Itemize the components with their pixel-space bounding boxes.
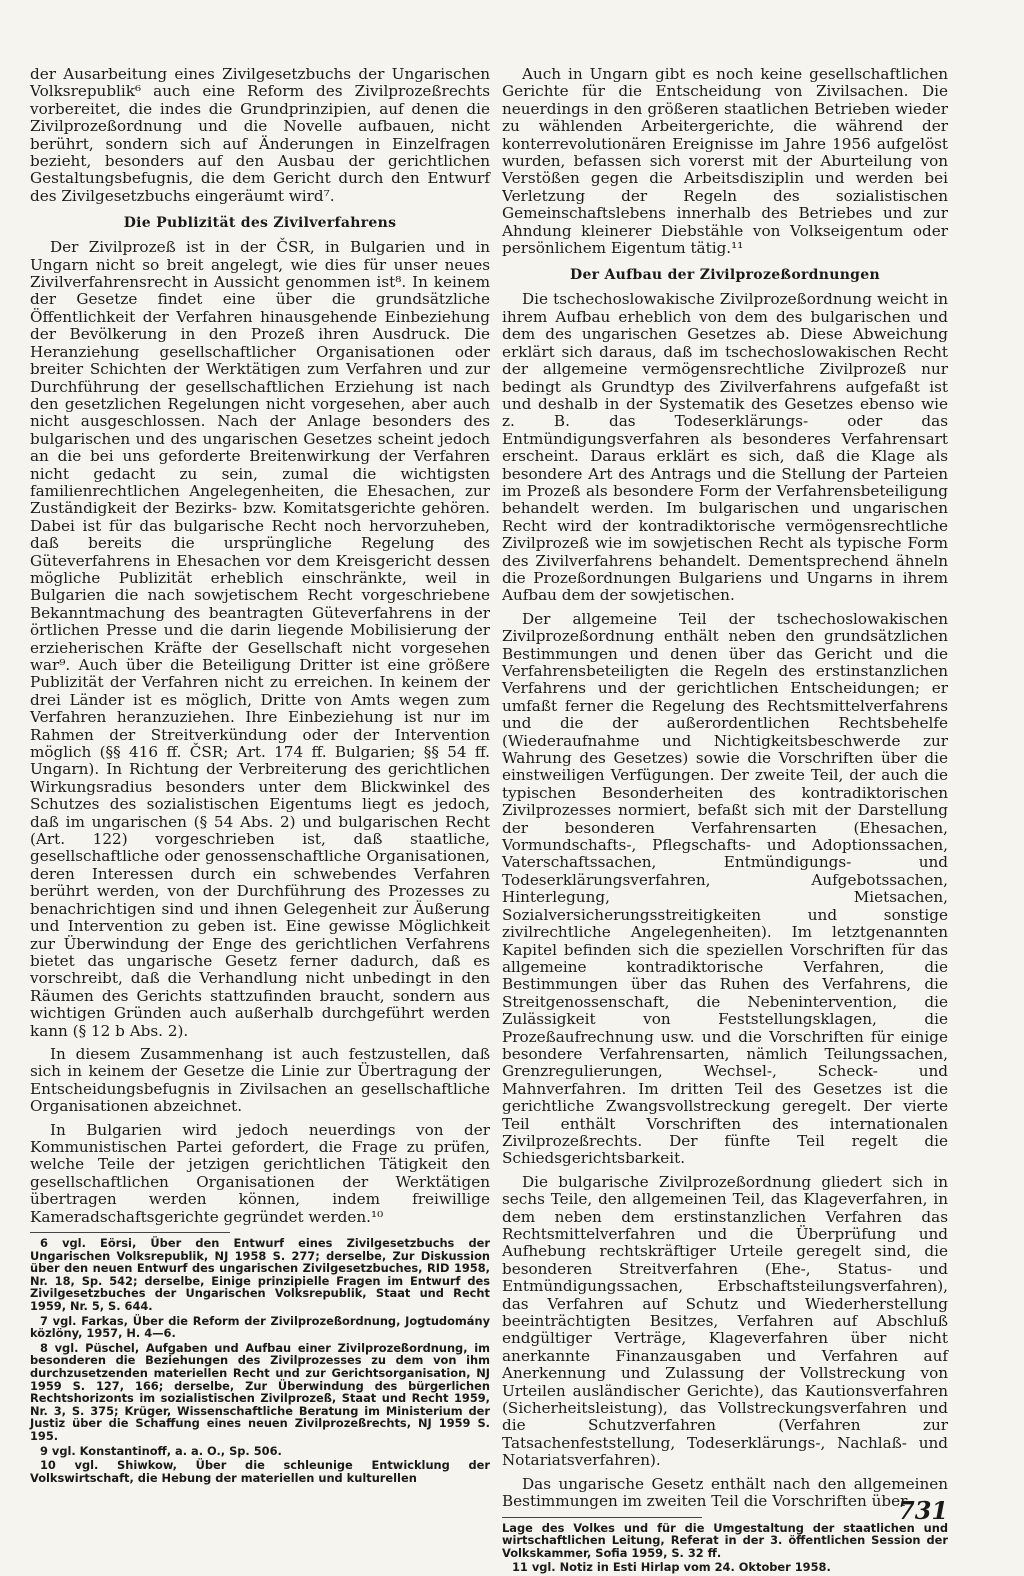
right-column [502,66,948,1576]
footnote: 7 vgl. Farkas, Über die Reform der Zivilprozeßordnung, Jogtudomány közlöny, 1957, H. 4—6. [30,1313,490,1341]
footnote: 8 vgl. Püschel, Aufgaben und Aufbau einer Zivilprozeßordnung, im besonderen die Beziehungen des Zivilprozesses zu dem von ihm durchzusetzenden materiellen Recht und zur Gerichtsorganisation, NJ 1959 S. 127, 166; derselbe, Zur Überwindung des bürgerlichen Rechtshorizonts im sozialistischen Zivilprozeß, Staat und Recht 1959, Nr. 3, S. 375; Krüger, Wissenschaftliche Beratung im Ministerium der Justiz über die Schaffung eines neuen Zivilprozeßrechts, NJ 1959 S. 195. [30,1340,490,1443]
footnote: Lage des Volkes und für die Umgestaltung der staatlichen und wirtschaftlichen Leitung, Referat in der 3. öffentlichen Session der Volkskammer, Sofia 1959, S. 32 ff. [502,1520,948,1560]
paragraph: In diesem Zusammenhang ist auch festzustellen, daß sich in keinem der Gesetze die Linie zur Übertragung der Entscheidungsbefugnis in Zivilsachen an gesellschaftliche Organisationen abzeichnet. [30,1044,490,1116]
footnote: 11 vgl. Notiz in Esti Hirlap vom 24. Oktober 1958. [512,1560,831,1575]
paragraph: Der allgemeine Teil der tschechoslowakischen Zivilprozeßordnung enthält neben den grundsätzlichen Bestimmungen und denen über das Gericht und die Verfahrensbeteiligten die Regeln des erstinstanzlichen Verfahrens und der gerichtlichen Entscheidungen; er umfaßt ferner die Regelung des Rechtsmittelverfahrens und die der außerordentlichen Rechtsbehelfe (Wiederaufnahme und Nichtigkeitsbeschwerde zur Wahrung des Gesetzes) sowie die Vorschriften über die einstweiligen Verfügungen. Der zweite Teil, der auch die typischen Besonderheiten des kontradiktorischen Zivilprozesses normiert, befaßt sich mit der Darstellung der besonderen Verfahrensarten (Ehesachen, Vormundschafts-, Pflegschafts- und Adoptionssachen, Vaterschaftssachen, Entmündigungs- und Todeserklärungsverfahren, Aufgebotssachen, Hinterlegung, Mietsachen, Sozialversicherungsstreitigkeiten und sonstige zivilrechtliche Angelegenheiten). Im letztgenannten Kapitel befinden sich die speziellen Vorschriften für das allgemeine kontradiktorische Verfahren, die Bestimmungen über das Ruhen des Verfahrens, die Streitgenossenschaft, die Nebenintervention, die Zulässigkeit von Feststellungsklagen, die Prozeßaufrechnung usw. und die Vorschriften für einige besondere Verfahrensarten, nämlich Teilungssachen, Grenzregulierungen, Wechsel-, Scheck- und Mahnverfahren. Im dritten Teil des Gesetzes ist die gerichtliche Zwangsvollstreckung geregelt. Der vierte Teil enthält Vorschriften des internationalen Zivilprozeßrechts. Der fünfte Teil regelt die Schiedsgerichtsbarkeit. [502,609,948,1168]
left-column [30,66,490,1486]
footnote-divider [502,1517,702,1518]
page-number: 731 [898,1496,949,1525]
footnote: 9 vgl. Konstantinoff, a. a. O., Sp. 506. [40,1443,282,1458]
section-heading: Der Aufbau der Zivilprozeßordnungen [570,267,880,284]
paragraph: Das ungarische Gesetz enthält nach den allgemeinen Bestimmungen im zweiten Teil die Vorschriften über [502,1474,948,1511]
paragraph: Auch in Ungarn gibt es noch keine gesellschaftlichen Gerichte für die Entscheidung von Zivilsachen. Die neuerdings in den größeren staatlichen Betrieben wieder zu wählenden Arbeitergerichte, die während der konterrevolutionären Ereignisse im Jahre 1956 aufgelöst wurden, befassen sich vorerst mit der Aburteilung von Verstößen gegen die Arbeitsdisziplin und werden bei Verletzung der Regeln des sozialistischen Gemeinschaftslebens innerhalb des Betriebes und zur Ahndung kleinerer Diebstähle von Volkseigentum oder persönlichem Eigentum tätig.¹¹ [502,65,948,258]
paragraph: der Ausarbeitung eines Zivilgesetzbuchs der Ungarischen Volksrepublik⁶ auch eine Reform des Zivilprozeßrechts vorbereitet, die indes die Grundprinzipien, auf denen die Zivilprozeßordnung und die Novelle aufbauen, nicht berührt, sondern sich auf Änderungen in Einzelfragen bezieht, besonders auf den Ausbau der gerichtlichen Gestaltungsbefugnis, die dem Gericht durch den Entwurf des Zivilgesetzbuchs eingeräumt wird⁷. [30,65,490,205]
paragraph: Der Zivilprozeß ist in der ČSR, in Bulgarien und in Ungarn nicht so breit angelegt, wie dies für unser neues Zivilverfahrensrecht in Aussicht genommen ist⁸. In keinem der Gesetze findet eine über die grundsätzliche Öffentlichkeit der Verfahren hinausgehende Einbeziehung der Bevölkerung in den Prozeß ihren Ausdruck. Die Heranziehung gesellschaftlicher Organisationen oder breiter Schichten der Werktätigen zum Verfahren und zur Durchführung der gesellschaftlichen Erziehung ist nach den gesetzlichen Regelungen nicht vorgesehen, aber auch nicht ausgeschlossen. Nach der Anlage besonders des bulgarischen und des ungarischen Gesetzes scheint jedoch an die bei uns geforderte Breitenwirkung der Verfahren nicht gedacht zu sein, zumal die wichtigsten familienrechtlichen Angelegenheiten, die Ehesachen, zur Zuständigkeit der Bezirks- bzw. Komitatsgerichte gehören. Dabei ist für das bulgarische Recht noch hervorzuheben, daß bereits die ursprüngliche Regelung des Güteverfahrens in Ehesachen vor dem Kreisgericht dessen mögliche Publizität erheblich einschränkte, weil in Bulgarien die nach sowjetischem Recht vorgeschriebene Bekanntmachung des beantragten Güteverfahrens in der örtlichen Presse und die darin liegende Mobilisierung der erzieherischen Kräfte der Gesellschaft nicht vorgesehen war⁹. Auch über die Beteiligung Dritter ist eine größere Publizität der Verfahren nicht zu erreichen. In keinem der drei Länder ist es möglich, Dritte von Amts wegen zum Verfahren heranzuziehen. Ihre Einbeziehung ist nur im Rahmen der Streitverkündung oder der Intervention möglich (§§ 416 ff. ČSR; Art. 174 ff. Bulgarien; §§ 54 ff. Ungarn). In Richtung der Verbreiterung des gerichtlichen Wirkungsradius besonders unter dem Blickwinkel des Schutzes des sozialistischen Eigentums liegt es jedoch, daß im ungarischen (§ 54 Abs. 2) und bulgarischen Recht (Art. 122) vorgeschrieben ist, daß staatliche, gesellschaftliche oder genossenschaftliche Organisationen, deren Interessen durch ein schwebendes Verfahren berührt werden, von der Durchführung des Prozesses zu benachrichtigen sind und ihnen Gelegenheit zur Äußerung und Intervention zu geben ist. Eine gewisse Möglichkeit zur Überwindung der Enge des gerichtlichen Verfahrens bietet das ungarische Gesetz ferner dadurch, daß es vorschreibt, daß die Verhandlung nicht unbedingt in den Räumen des Gerichts stattzufinden braucht, sondern aus wichtigen Gründen auch außerhalb durchgeführt werden kann (§ 12 b Abs. 2). [30,238,490,1040]
paragraph: In Bulgarien wird jedoch neuerdings von der Kommunistischen Partei gefordert, die Frage zu prüfen, welche Teile der jetzigen gerichtlichen Tätigkeit den gesellschaftlichen Organisationen der Werktätigen übertragen werden können, indem freiwillige Kameradschaftsgerichte gegründet werden.¹⁰ [30,1120,490,1226]
footnote: 10 vgl. Shiwkow, Über die schleunige Entwicklung der Volkswirtschaft, die Hebung der materiellen und kulturellen [30,1458,490,1485]
footnote: 6 vgl. Eörsi, Über den Entwurf eines Zivilgesetzbuchs der Ungarischen Volksrepublik, NJ 1958 S. 277; derselbe, Zur Diskussion über den neuen Entwurf des ungarischen Zivilgesetzbuches, RID 1958, Nr. 18, Sp. 542; derselbe, Einige prinzipielle Fragen im Entwurf des Zivilgesetzbuches der Ungarischen Volksrepublik, Staat und Recht 1959, Nr. 5, S. 644. [30,1236,490,1313]
paragraph: Die tschechoslowakische Zivilprozeßordnung weicht in ihrem Aufbau erheblich von dem des bulgarischen und dem des ungarischen Gesetzes ab. Diese Abweichung erklärt sich daraus, daß im tschechoslowakischen Recht der allgemeine vermögensrechtliche Zivilprozeß nur bedingt als Grundtyp des Zivilverfahrens aufgefaßt ist und deshalb in der Systematik des Gesetzes ebenso wie z. B. das Todeserklärungs- oder das Entmündigungsverfahren als besonderes Verfahrensart erscheint. Daraus erklärt es sich, daß die Klage als besondere Art des Antrags und die Stellung der Parteien im Prozeß als besondere Form der Verfahrensbeteiligung behandelt werden. Im bulgarischen und ungarischen Recht wird der kontradiktorische vermögensrechtliche Zivilprozeß wie im sowjetischen Recht als typische Form des Zivilverfahrens behandelt. Dementsprechend ähneln die Prozeßordnungen Bulgariens und Ungarns in ihrem Aufbau dem der sowjetischen. [502,290,948,605]
footnote-divider [30,1232,230,1233]
paragraph: Die bulgarische Zivilprozeßordnung gliedert sich in sechs Teile, den allgemeinen Teil, das Klageverfahren, in dem neben dem erstinstanzlichen Verfahren das Rechtsmittelverfahren und die Überprüfung und Aufhebung rechtskräftiger Urteile geregelt sind, die besonderen Streitverfahren (Ehe-, Status- und Entmündigungssachen, Erbschaftsteilungsverfahren), das Verfahren auf Schutz und Wiederherstellung beeinträchtigten Besitzes, Verfahren auf Abschluß endgültiger Verträge, Klageverfahren über nicht anerkannte Finanzausgaben und Verfahren auf Anerkennung und Zulassung der Vollstreckung von Urteilen ausländischer Gerichte), das Kautionsverfahren (Sicherheitsleistung), das Vollstreckungsverfahren und die Schutzverfahren (Verfahren zur Tatsachenfeststellung, Todeserklärungs-, Nachlaß- und Notariatsverfahren). [502,1172,948,1470]
footnotes [502,1522,948,1574]
footnotes [30,1237,490,1484]
section-heading: Die Publizität des Zivilverfahrens [123,215,397,232]
